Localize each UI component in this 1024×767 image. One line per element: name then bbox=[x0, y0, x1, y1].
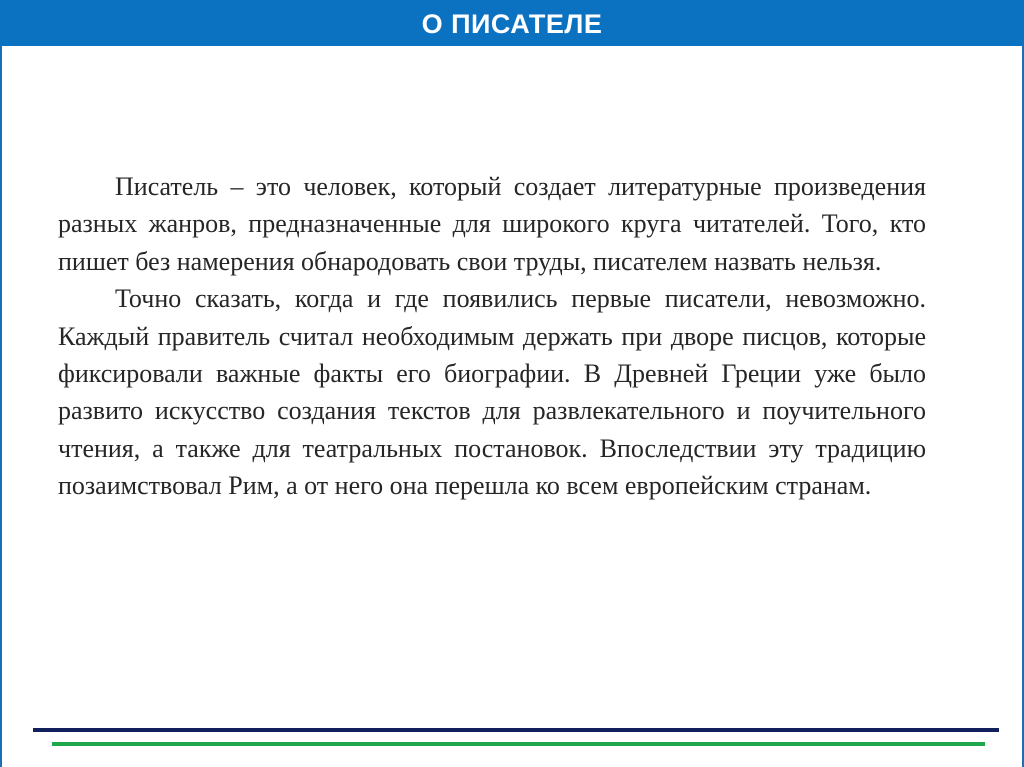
slide-body bbox=[58, 168, 926, 505]
frame-left-border bbox=[0, 46, 2, 767]
paragraph-definition: Писатель – это человек, который создает литературные произведения разных жанров, предназначенные для широкого круга читателей. Того, кто пишет без намерения обнародовать свои труды, писателем назвать нельзя. bbox=[58, 172, 926, 276]
footer-rule-navy bbox=[33, 728, 999, 732]
paragraph-history: Точно сказать, когда и где появились первые писатели, невозможно. Каждый правитель считал необходимым держать при дворе писцов, которые фиксировали важные факты его биографии. В Древней Греции уже было развито искусство создания текстов для развлекательного и поучительного чтения, а также для театральных постановок. Впоследствии эту традицию позаимствовал Рим, а от него она перешла ко всем европейским странам. bbox=[58, 284, 926, 501]
footer-rule-green bbox=[52, 742, 985, 746]
header-bar bbox=[0, 0, 1024, 46]
slide-title: О ПИСАТЕЛЕ bbox=[421, 8, 603, 39]
